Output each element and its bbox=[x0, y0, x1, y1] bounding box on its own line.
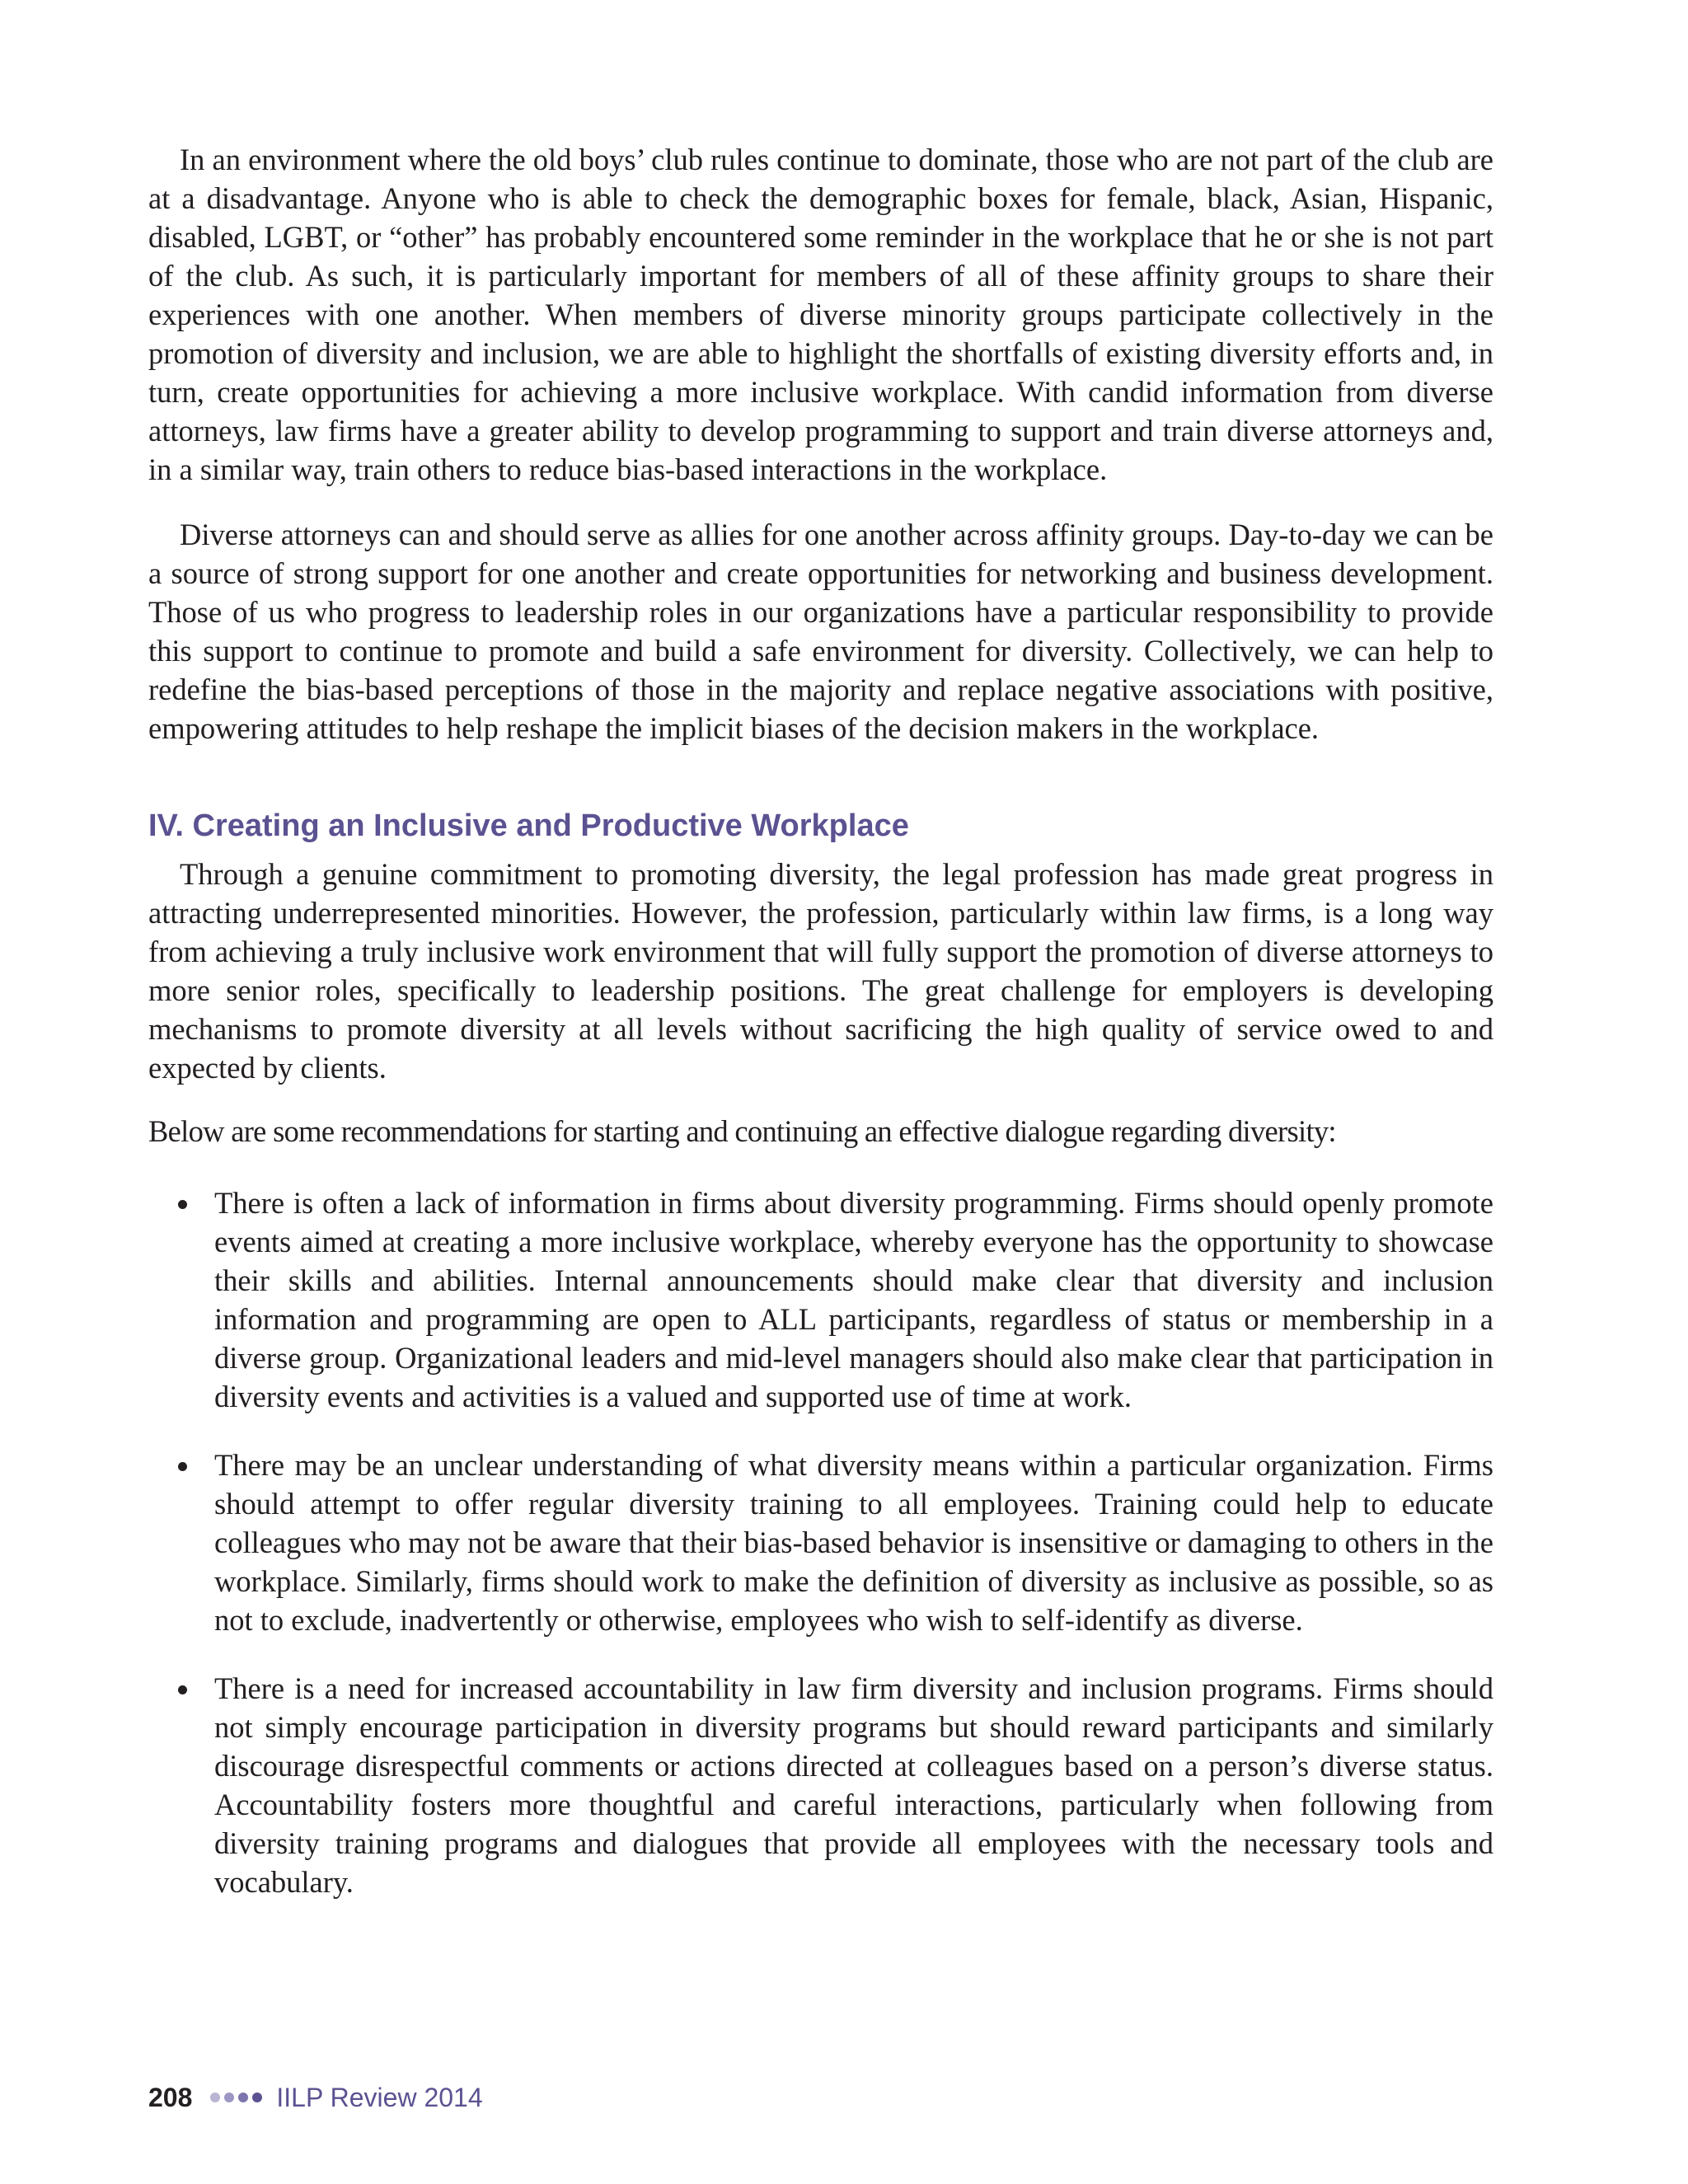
dot-icon bbox=[238, 2093, 248, 2102]
intro-paragraph-2: Diverse attorneys can and should serve as allies for one another across affinity groups. Day-to-day we can be a source of strong support for one another and create opportunities for networking and business development. Those of us who progress to leadership roles in our organizations have a particular responsibility to provide this support to continue to promote and build a safe environment for diversity. Collectively, we can help to redefine the bias-based perceptions of those in the majority and replace negative associations with positive, empowering attitudes to help reshape the implicit biases of the decision makers in the workplace. bbox=[148, 518, 1493, 745]
bullet-icon bbox=[178, 1685, 187, 1694]
dot-icon bbox=[210, 2093, 220, 2102]
decorative-dots bbox=[210, 2093, 266, 2102]
section-paragraph: Through a genuine commitment to promoting diversity, the legal profession has made great progress in attracting underrepresented minorities. However, the profession, particularly within law firms, is a long way from achieving a truly inclusive work environment that will fully support the promotion of diverse attorneys to more senior roles, specifically to leadership positions. The great challenge for employers is developing mechanisms to promote diversity at all levels without sacrificing the high quality of service owed to and expected by clients. bbox=[148, 857, 1493, 1085]
page-number: 208 bbox=[148, 2082, 193, 2112]
list-item bbox=[148, 1446, 1493, 1639]
list-item bbox=[148, 1669, 1493, 1901]
page-body bbox=[148, 140, 1493, 1931]
dot-icon bbox=[224, 2093, 234, 2102]
publication-title: IILP Review 2014 bbox=[276, 2082, 483, 2112]
list-item-text: There is a need for increased accountability in law firm diversity and inclusion programs. Firms should not simply encourage participation in diversity programs but should reward participants and similarly discourage disrespectful comments or actions directed at colleagues based on a person’s diverse status. Accountability fosters more thoughtful and careful interactions, particularly when following from diversity training programs and dialogues that provide all employees with the necessary tools and vocabulary. bbox=[214, 1671, 1493, 1899]
recommendations-lead-in: Below are some recommendations for starting and continuing an effective dialogue regarding diversity: bbox=[148, 1114, 1336, 1148]
bullet-icon bbox=[178, 1462, 187, 1471]
dot-icon bbox=[252, 2093, 262, 2102]
list-item bbox=[148, 1183, 1493, 1416]
section-heading: IV. Creating an Inclusive and Productive Workplace bbox=[148, 808, 909, 843]
list-item-text: There is often a lack of information in firms about diversity programming. Firms should openly promote events aimed at creating a more inclusive workplace, whereby everyone has the opportunity to showcase their skills and abilities. Internal announcements should make clear that diversity and inclusion information and programming are open to ALL participants, regardless of status or membership in a diverse group. Organizational leaders and mid-level managers should also make clear that participation in diversity events and activities is a valued and supported use of time at work. bbox=[214, 1186, 1493, 1413]
bullet-icon bbox=[178, 1200, 187, 1209]
list-item-text: There may be an unclear understanding of what diversity means within a particular organization. Firms should attempt to offer regular diversity training to all employees. Training could help to educate colleagues who may not be aware that their bias-based behavior is insensitive or damaging to others in the workplace. Similarly, firms should work to make the definition of diversity as inclusive as possible, so as not to exclude, inadvertently or otherwise, employees who wish to self-identify as diverse. bbox=[214, 1448, 1493, 1637]
recommendations-list bbox=[148, 1183, 1493, 1901]
page-footer bbox=[148, 2081, 483, 2114]
intro-paragraph-1: In an environment where the old boys’ club rules continue to dominate, those who are not part of the club are at a disadvantage. Anyone who is able to check the demographic boxes for female, black, Asian, Hispanic, disabled, LGBT, or “other” has probably encountered some reminder in the workplace that he or she is not part of the club. As such, it is particularly important for members of all of these affinity groups to share their experiences with one another. When members of diverse minority groups participate collectively in the promotion of diversity and inclusion, we are able to highlight the shortfalls of existing diversity efforts and, in turn, create opportunities for achieving a more inclusive workplace. With candid information from diverse attorneys, law firms have a greater ability to develop programming to support and train diverse attorneys and, in a similar way, train others to reduce bias-based interactions in the workplace. bbox=[148, 143, 1493, 486]
